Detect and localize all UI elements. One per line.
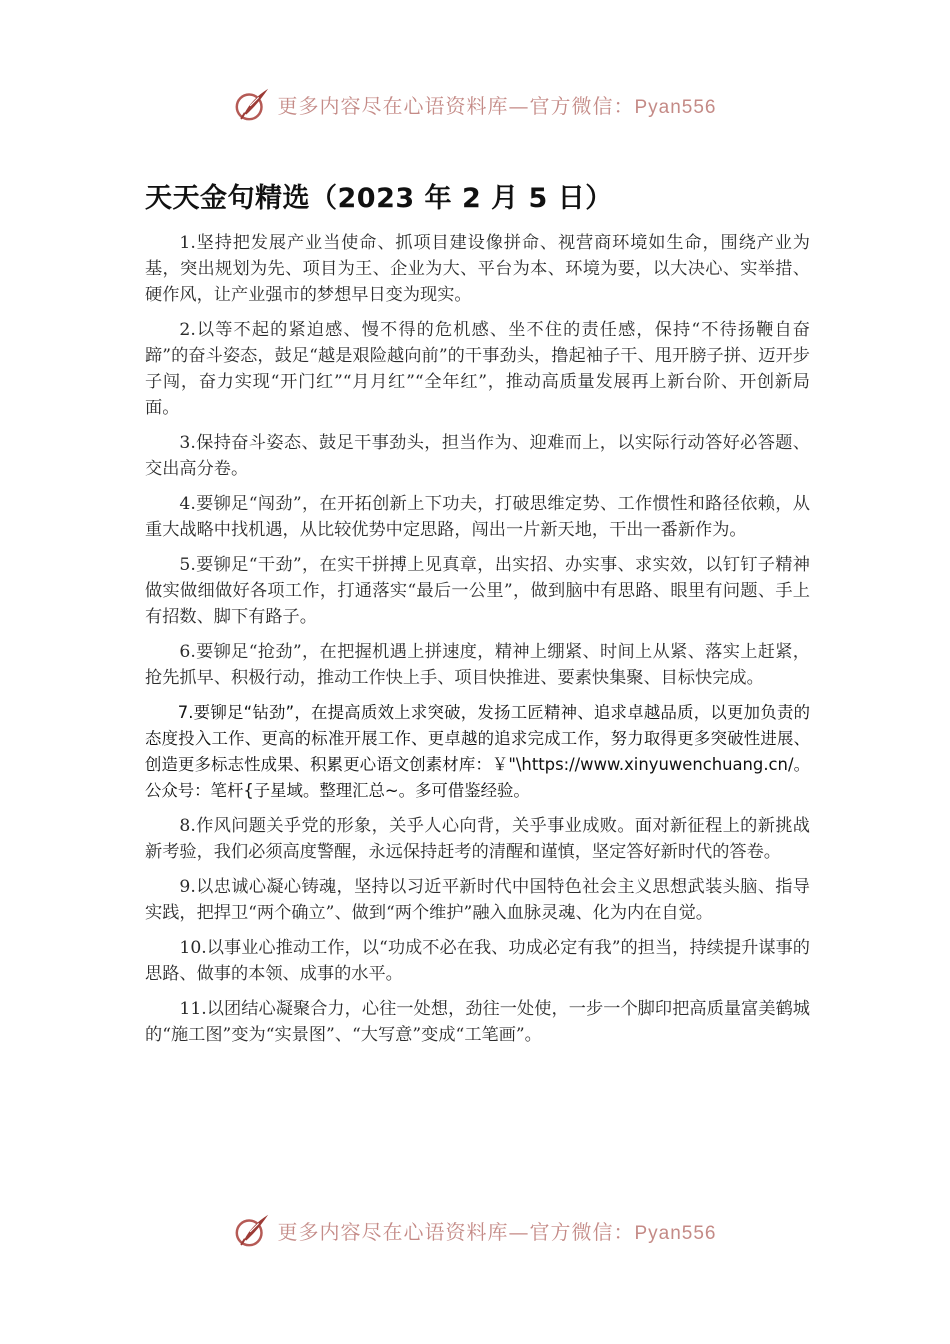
watermark-site-text: 更多内容尽在心语资料库	[277, 1219, 509, 1244]
watermark-separator: —	[508, 1219, 530, 1244]
document-body	[145, 230, 810, 1057]
watermark-wechat-label: 官方微信：	[529, 1219, 635, 1244]
paragraph-7: 7.要铆足“钻劲”，在提高质效上求突破，发扬工匠精神、追求卓越品质，以更加负责的态度投入工作、更高的标准开展工作、更卓越的追求完成工作，努力取得更多突破性进展、创造更多标志性成果、积累更心语文创素材库：￥"\https://www.xinyuwenchuang.cn/。公众号：笔杆{子星域。整理汇总~。多可借鉴经验。	[145, 703, 810, 800]
paragraph-6: 6.要铆足“抢劲”，在把握机遇上拼速度，精神上绷紧、时间上从紧、落实上赶紧，抢先抓早、积极行动，推动工作快上手、项目快推进、要素快集聚、目标快完成。	[145, 642, 810, 688]
watermark-wechat-id: Pyan556	[634, 96, 717, 118]
watermark-separator: —	[508, 93, 530, 118]
paragraph-8: 8.作风问题关乎党的形象，关乎人心向背，关乎事业成败。面对新征程上的新挑战新考验，我们必须高度警醒，永远保持赶考的清醒和谨慎，坚定答好新时代的答卷。	[145, 816, 810, 862]
paragraph-9: 9.以忠诚心凝心铸魂，坚持以习近平新时代中国特色社会主义思想武装头脑、指导实践，把捍卫“两个确立”、做到“两个维护”融入血脉灵魂、化为内在自觉。	[145, 877, 810, 923]
paragraph-3: 3.保持奋斗姿态、鼓足干事劲头，担当作为、迎难而上，以实际行动答好必答题、交出高分卷。	[145, 433, 810, 479]
quill-logo-icon	[233, 85, 271, 123]
document-title: 天天金句精选（2023 年 2 月 5 日）	[145, 183, 613, 214]
paragraph-5: 5.要铆足“干劲”，在实干拼搏上见真章，出实招、办实事、求实效，以钉钉子精神做实做细做好各项工作，打通落实“最后一公里”，做到脑中有思路、眼里有问题、手上有招数、脚下有路子。	[145, 555, 810, 627]
paragraph-2: 2.以等不起的紧迫感、慢不得的危机感、坐不住的责任感，保持“不待扬鞭自奋蹄”的奋斗姿态，鼓足“越是艰险越向前”的干事劲头，撸起袖子干、甩开膀子拼、迈开步子闯，奋力实现“开门红”“月月红”“全年红”，推动高质量发展再上新台阶、开创新局面。	[145, 320, 810, 418]
paragraph-11: 11.以团结心凝聚合力，心往一处想，劲往一处使，一步一个脚印把高质量富美鹤城的“施工图”变为“实景图”、“大写意”变成“工笔画”。	[145, 999, 810, 1045]
watermark-site-text: 更多内容尽在心语资料库	[277, 93, 509, 118]
paragraph-1: 1.坚持把发展产业当使命、抓项目建设像拼命、视营商环境如生命，围绕产业为基，突出规划为先、项目为王、企业为大、平台为本、环境为要，以大决心、实举措、硬作风，让产业强市的梦想早日变为现实。	[145, 233, 810, 305]
header-watermark	[0, 84, 950, 124]
quill-logo-icon	[233, 1211, 271, 1249]
paragraph-10: 10.以事业心推动工作，以“功成不必在我、功成必定有我”的担当，持续提升谋事的思路、做事的本领、成事的水平。	[145, 938, 810, 984]
paragraph-4: 4.要铆足“闯劲”，在开拓创新上下功夫，打破思维定势、工作惯性和路径依赖，从重大战略中找机遇，从比较优势中定思路，闯出一片新天地，干出一番新作为。	[145, 494, 810, 540]
watermark-wechat-id: Pyan556	[634, 1222, 717, 1244]
watermark-text	[277, 1216, 716, 1245]
footer-watermark	[0, 1210, 950, 1250]
watermark-text	[277, 90, 716, 119]
watermark-wechat-label: 官方微信：	[529, 93, 635, 118]
